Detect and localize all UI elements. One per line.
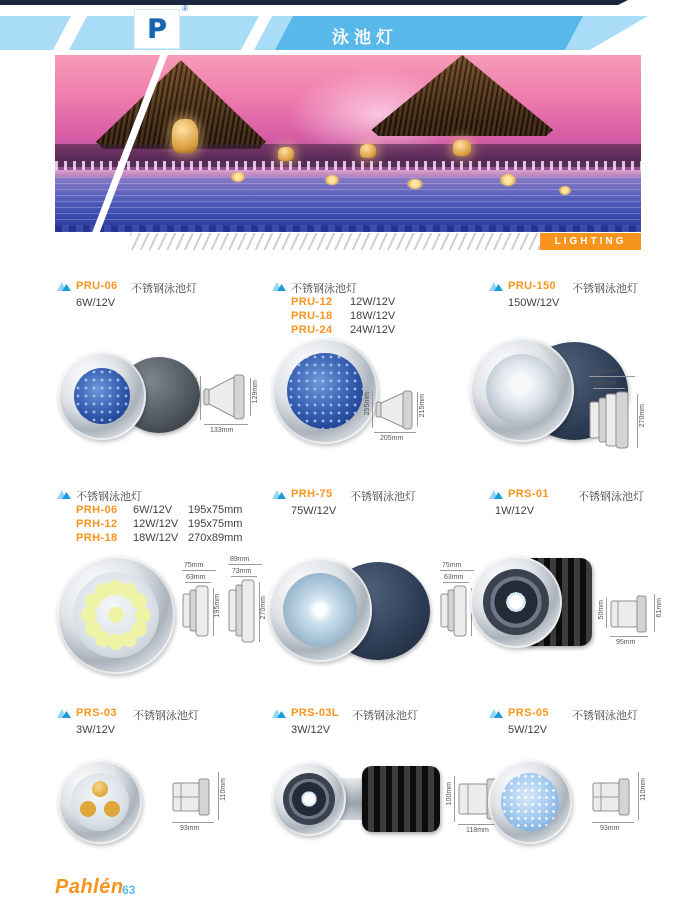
product-desc: 不锈钢泳池灯 (352, 710, 418, 722)
bullet-icon (489, 709, 503, 718)
product-model: PRH-06 (76, 504, 118, 516)
product-spec: 6W/12V (133, 504, 173, 516)
bullet-icon (272, 709, 286, 718)
product-model: PRS-03L (291, 707, 340, 719)
dim-label: 118mm (466, 827, 489, 834)
dimension-diagram (585, 368, 649, 452)
brand-logo-letter: P (147, 13, 167, 45)
product-desc: 不锈钢泳池灯 (76, 491, 142, 503)
title-parallelogram (275, 16, 583, 50)
diagram-shape (440, 586, 468, 636)
product-model: PRH-18 (76, 532, 118, 544)
product-photo (58, 760, 142, 844)
product-spec: 12W/12V (350, 296, 396, 308)
product-spec: 150W/12V (508, 297, 560, 309)
dim-label: 63mm (186, 574, 206, 581)
pool-light-glow (559, 186, 571, 195)
dim-label: 95mm (616, 639, 636, 646)
product-photo (470, 556, 562, 648)
bullet-icon (57, 282, 71, 291)
diagram-shape (376, 390, 414, 430)
pool-light-glow (325, 175, 339, 185)
product-photo (57, 556, 175, 674)
bullet-icon (272, 490, 286, 499)
lighting-section-tag: LIGHTING (540, 233, 641, 250)
dim-label: 75mm (184, 562, 204, 569)
dimension-diagram (600, 592, 680, 648)
product-model: PRS-05 (508, 707, 549, 719)
diagram-shape (592, 778, 632, 816)
product-photo (272, 338, 378, 444)
dim-label: 195mm (214, 594, 221, 618)
dimension-diagram (194, 368, 264, 438)
product-desc: 不锈钢泳池灯 (572, 283, 638, 295)
product-desc: 不锈钢泳池灯 (572, 710, 638, 722)
brand-wordmark: Pahlén (55, 876, 124, 898)
bullet-icon (57, 490, 71, 499)
dim-label: 63mm (444, 574, 464, 581)
product-photo-housing (362, 766, 440, 832)
dim-label: 215mm (419, 394, 426, 418)
pool-light-glow (500, 174, 516, 186)
dimension-diagram (180, 562, 222, 654)
product-model: PRH-12 (76, 518, 118, 530)
product-spec: 12W/12V (133, 518, 179, 530)
product-desc: 不锈钢泳池灯 (133, 710, 199, 722)
balustrade (55, 161, 641, 170)
diagram-shape (204, 374, 246, 420)
dim-label: 100mm (446, 782, 453, 806)
dim-label: 73mm (232, 568, 252, 575)
product-spec: 75W/12V (291, 505, 337, 517)
dim-label: 129mm (252, 380, 259, 404)
product-model: PRU-06 (76, 280, 118, 292)
dim-label: 270mm (260, 596, 267, 620)
product-spec: 1W/12V (495, 505, 535, 517)
pool-water (55, 177, 641, 232)
dim-label: 93mm (180, 825, 200, 832)
dim-label: 110mm (220, 778, 227, 801)
dim-label: 50mm (598, 600, 605, 620)
page-number: 63 (122, 883, 136, 897)
product-model: PRH-75 (291, 488, 333, 500)
product-spec: 3W/12V (291, 724, 331, 736)
product-spec: 3W/12V (76, 724, 116, 736)
registered-mark: ® (182, 4, 188, 13)
dim-label: 93mm (600, 825, 620, 832)
dimension-diagram (226, 556, 268, 656)
dim-label: 89mm (230, 556, 250, 563)
product-spec: 5W/12V (508, 724, 548, 736)
top-navy-strip (0, 0, 628, 5)
dimension-diagram (366, 388, 436, 444)
product-photo (58, 352, 146, 440)
product-model: PRS-03 (76, 707, 117, 719)
dim-label: 75mm (442, 562, 462, 569)
dim-label: 133mm (210, 427, 234, 434)
hero-pool-photo (55, 55, 641, 232)
product-photo (470, 338, 574, 442)
product-photo (268, 558, 372, 662)
bullet-icon (489, 282, 503, 291)
product-spec: 18W/12V (350, 310, 396, 322)
golden-lamp-orb (360, 144, 376, 158)
product-model: PRS-01 (508, 488, 549, 500)
bullet-icon (272, 282, 286, 291)
dimension-diagram (168, 766, 238, 832)
bullet-icon (57, 709, 71, 718)
product-spec: 18W/12V (133, 532, 179, 544)
bullet-icon (489, 490, 503, 499)
dim-label: 82mm (597, 380, 617, 387)
pool-mosaic-tiles (55, 225, 641, 232)
diagram-shape (589, 392, 631, 448)
dim-label: 100mm (595, 368, 619, 375)
product-model: PRU-150 (508, 280, 557, 292)
dim-label: 110mm (640, 778, 647, 801)
dim-label: 61mm (656, 598, 663, 618)
product-desc: 不锈钢泳池灯 (578, 491, 644, 503)
dim-label: 160mm (192, 378, 199, 402)
golden-statue (172, 119, 198, 153)
product-desc: 不锈钢泳池灯 (131, 283, 197, 295)
product-model: PRU-24 (291, 324, 333, 336)
dim-label: 205mm (380, 435, 404, 442)
product-model: PRU-18 (291, 310, 333, 322)
hatch-stripe-band (130, 233, 540, 250)
diagram-shape (172, 778, 212, 816)
golden-lamp-orb (278, 147, 294, 161)
dimension-diagram (588, 766, 658, 832)
product-photo (488, 760, 572, 844)
pool-light-glow (231, 172, 245, 182)
product-desc: 不锈钢泳池灯 (291, 283, 357, 295)
dim-label: 255mm (364, 392, 371, 416)
pool-light-glow (407, 179, 423, 189)
dim-label: 270mm (639, 404, 646, 428)
product-model: PRU-12 (291, 296, 333, 308)
product-photo (272, 762, 346, 836)
brand-logo (134, 4, 188, 49)
diagram-shape (228, 580, 256, 642)
product-size: 195x75mm (188, 518, 243, 530)
product-size: 195x75mm (188, 504, 243, 516)
golden-lamp-orb (453, 140, 471, 156)
page-title: 泳池灯 (332, 28, 398, 47)
product-spec: 24W/12V (350, 324, 396, 336)
product-size: 270x89mm (188, 532, 243, 544)
product-desc: 不锈钢泳池灯 (350, 491, 416, 503)
diagram-shape (610, 594, 650, 634)
diagram-shape (182, 586, 210, 636)
product-spec: 6W/12V (76, 297, 116, 309)
